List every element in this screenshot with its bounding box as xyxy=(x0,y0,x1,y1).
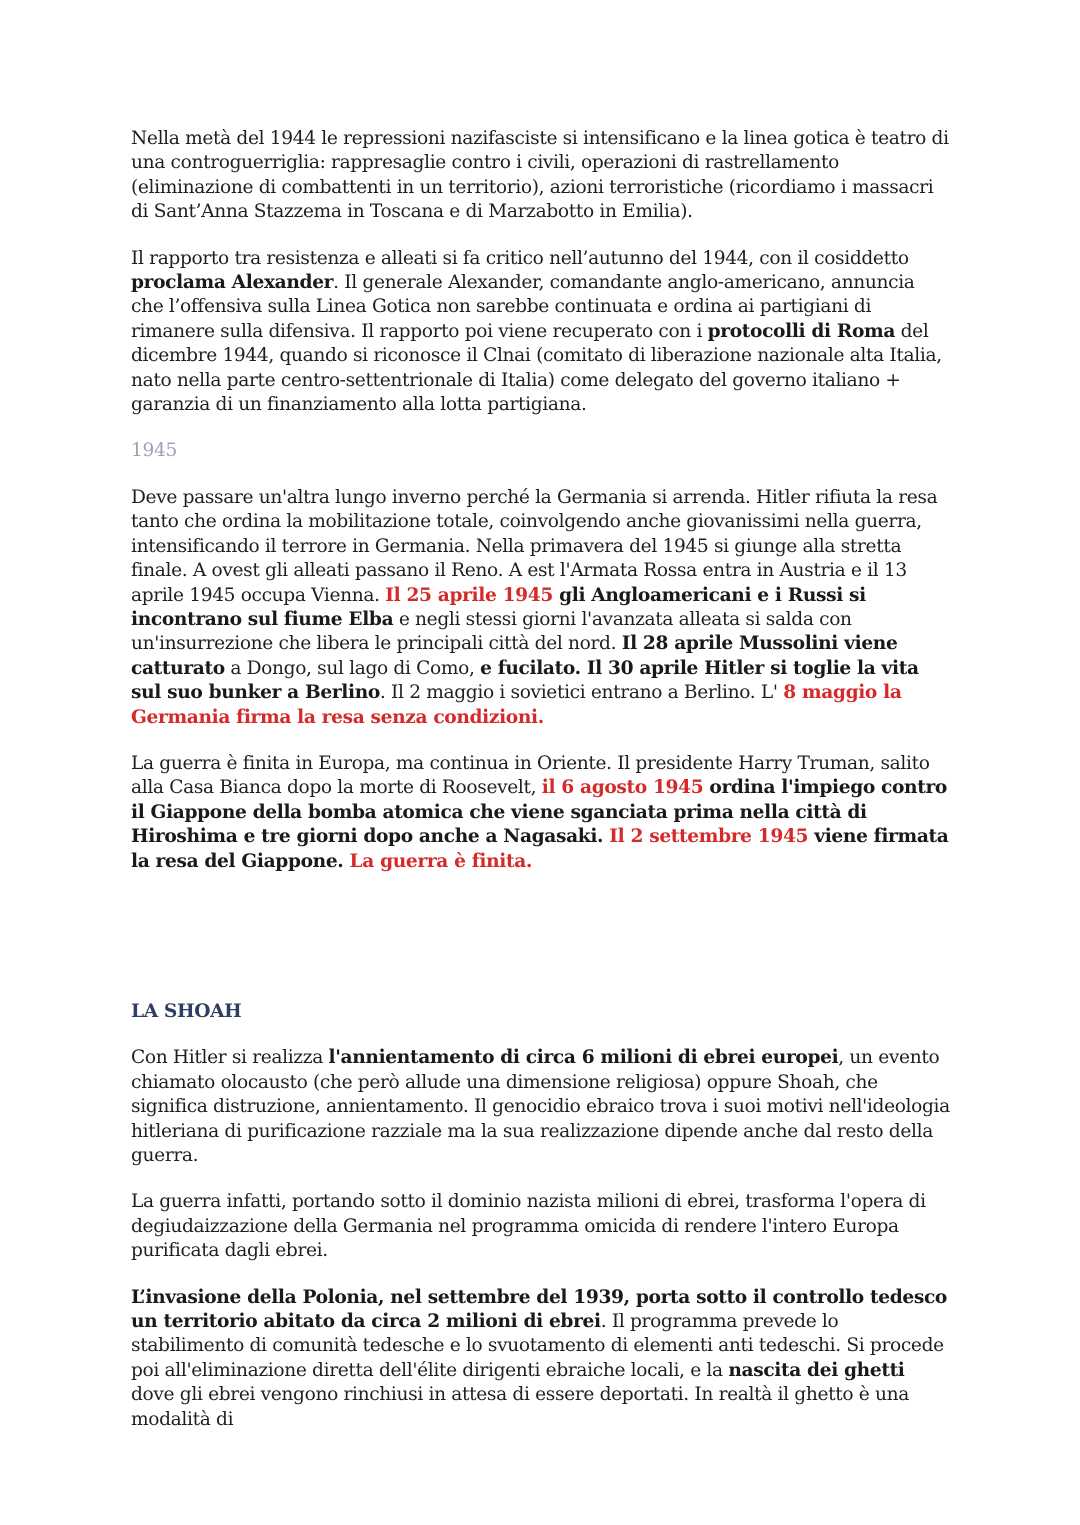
text: Il rapporto tra resistenza e alleati si fa critico nell’autunno del 1944, con il cosiddetto xyxy=(131,247,909,269)
highlight-red: Il 25 aprile 1945 xyxy=(385,584,553,606)
paragraph-oriente xyxy=(131,752,951,874)
paragraph-guerra xyxy=(131,1190,951,1263)
bold-text: Il 28 aprile Mussolini viene catturato xyxy=(131,633,898,679)
bold-text: viene firmata la resa del Giappone. xyxy=(131,826,949,872)
text: del dicembre 1944, quando si riconosce il Clnai (comitato di liberazione nazionale alta Italia, nato nella parte centro-settentrionale di Italia) come delegato del governo italiano + garanzia di un finanziamento alla lotta partigiana. xyxy=(131,320,942,416)
highlight-red: La guerra è finita. xyxy=(343,850,533,872)
paragraph-1945 xyxy=(131,486,951,730)
paragraph-alleati xyxy=(131,247,951,418)
text: , un evento chiamato olocausto (che però allude una dimensione religiosa) oppure Shoah, che significa distruzione, annientamento. Il genocidio ebraico trova i suoi motivi nell'ideologia hitleriana di purificazione razziale ma la sua realizzazione dipende anche dal resto della guerra. xyxy=(131,1047,950,1166)
bold-text: e fucilato. Il 30 aprile Hitler si toglie la vita sul suo bunker a Berlino xyxy=(131,657,919,704)
text: . Il 2 maggio i sovietici entrano a Berlino. L' xyxy=(379,682,784,704)
text: . Il generale Alexander, comandante anglo-americano, annuncia che l’offensiva sulla Linea Gotica non sarebbe continuata e ordina ai partigiani di rimanere sulla difensiva. Il rapporto poi viene recuperato con i xyxy=(131,272,915,342)
bold-text: l'annientamento di circa 6 milioni di ebrei europei xyxy=(328,1047,839,1069)
paragraph-repressioni xyxy=(131,127,951,225)
document-page xyxy=(131,127,951,1454)
text: Con Hitler si realizza xyxy=(131,1047,329,1069)
paragraph-shoah-intro xyxy=(131,1046,951,1168)
text: . Il programma prevede lo stabilimento di comunità tedesche e lo svuotamento di elementi anti tedeschi. Si procede poi all'eliminazione diretta dell'élite dirigenti ebraiche locali, e la xyxy=(131,1311,944,1381)
text: Deve passare un'altra lungo inverno perché la Germania si arrenda. Hitler rifiuta la resa tanto che ordina la mobilitazione totale, coinvolgendo anche giovanissimi nella guerra, intensificando il terrore in Germania. Nella primavera del 1945 si giunge alla stretta finale. A ovest gli alleati passano il Reno. A est l'Armata Rossa entra in Austria e il 13 aprile 1945 occupa Vienna. xyxy=(131,486,938,606)
section-year-label: 1945 xyxy=(131,440,177,462)
paragraph-polonia xyxy=(131,1286,951,1432)
bold-text: proclama Alexander xyxy=(131,272,334,294)
text: a Dongo, sul lago di Como, xyxy=(224,657,481,679)
text: La guerra è finita in Europa, ma continua in Oriente. Il presidente Harry Truman, salito alla Casa Bianca dopo la morte di Roosevelt, xyxy=(131,752,930,799)
text: dove gli ebrei vengono rinchiusi in attesa di essere deportati. In realtà il ghetto è una modalità di xyxy=(131,1384,909,1430)
bold-text: gli Angloamericani e i Russi si incontrano sul fiume Elba xyxy=(131,584,866,630)
highlight-red: Il 2 settembre 1945 xyxy=(603,826,809,848)
highlight-red: il 6 agosto 1945 xyxy=(541,777,704,799)
text: Nella metà del 1944 le repressioni nazifasciste si intensificano e la linea gotica è teatro di una controguerriglia: rappresaglie contro i civili, operazioni di rastrellamento (eliminazione di combattenti in un territorio), azioni terroristiche (ricordiamo i massacri di Sant’Anna Stazzema in Toscana e di Marzabotto in Emilia). xyxy=(131,128,949,223)
section-heading-shoah: LA SHOAH xyxy=(131,1000,242,1022)
highlight-red: 8 maggio la Germania firma la resa senza condizioni. xyxy=(131,682,902,728)
bold-text: nascita dei ghetti xyxy=(728,1359,905,1381)
bold-text: ordina l'impiego contro il Giappone della bomba atomica che viene sganciata prima nella città di Hiroshima e tre giorni dopo anche a Nagasaki. xyxy=(131,777,947,848)
text: e negli stessi giorni l'avanzata alleata si salda con un'insurrezione che libera le principali città del nord. xyxy=(131,608,852,655)
text: La guerra infatti, portando sotto il dominio nazista milioni di ebrei, trasforma l'opera di degiudaizzazione della Germania nel programma omicida di rendere l'intero Europa purificata dagli ebrei. xyxy=(131,1191,926,1262)
bold-text: protocolli di Roma xyxy=(707,320,896,342)
bold-text: L’invasione della Polonia, nel settembre del 1939, porta sotto il controllo tedesco un territorio abitato da circa 2 milioni di ebrei xyxy=(131,1286,947,1333)
